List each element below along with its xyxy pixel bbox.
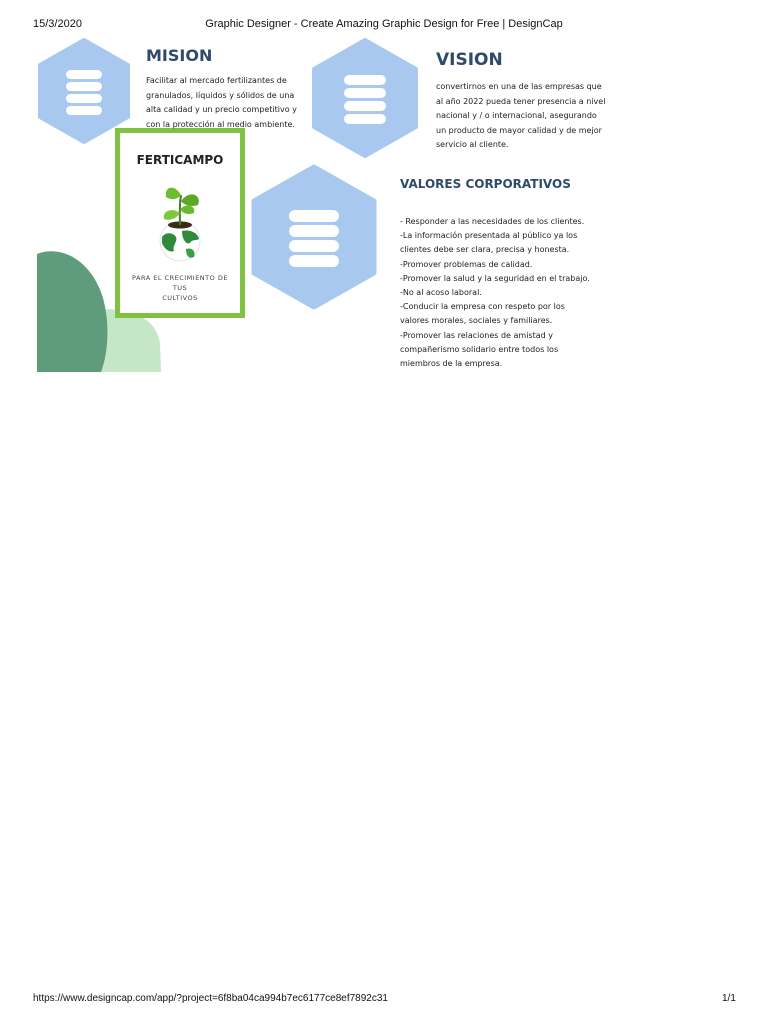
logo-tagline-line-2: CULTIVOS: [162, 294, 198, 302]
mision-line: con la protección al medio ambiente.: [146, 119, 295, 129]
valores-line: compañerismo solidario entre todos los: [400, 344, 559, 354]
valores-title: VALORES CORPORATIVOS: [400, 177, 571, 191]
valores-line: -Promover las relaciones de amistad y: [400, 330, 553, 340]
vision-line: nacional y / o internacional, asegurando: [436, 111, 597, 120]
mision-title: MISION: [146, 46, 213, 65]
logo-name: FERTICAMPO: [136, 153, 224, 167]
vision-title: VISION: [436, 50, 503, 70]
vision-text: [436, 80, 605, 153]
valores-line: -La información presentada al público ya los: [400, 231, 578, 241]
valores-line: - Responder a las necesidades de los clientes.: [400, 217, 585, 226]
mision-line: Facilitar al mercado fertilizantes de: [146, 76, 287, 85]
vision-line: al año 2022 pueda tener presencia a nivel: [436, 96, 606, 106]
mision-line: granulados, líquidos y sólidos de una: [146, 90, 295, 100]
logo-tagline-line-1: PARA EL CRECIMIENTO DE TUS: [132, 274, 228, 292]
ferticampo-logo-card: [115, 128, 245, 318]
valores-line: valores morales, sociales y familiares.: [400, 316, 553, 326]
valores-line: clientes debe ser clara, precisa y honesta.: [400, 245, 570, 255]
footer-url[interactable]: https://www.designcap.com/app/?project=6f8ba04ca994b7ec6177ce8ef7892c31: [33, 993, 388, 1004]
hexagon-vision: [311, 38, 419, 158]
valores-line: -Conducir la empresa con respeto por los: [400, 302, 565, 312]
print-date: 15/3/2020: [33, 18, 82, 30]
mision-text: [146, 74, 297, 132]
valores-text: [400, 215, 590, 371]
page-number: 1/1: [722, 993, 736, 1004]
vision-line: un producto de mayor calidad y de mejor: [436, 125, 602, 135]
valores-line: -Promover problemas de calidad.: [400, 259, 533, 269]
vision-line: convertirnos en una de las empresas que: [436, 82, 602, 91]
logo-tagline: [128, 273, 232, 303]
page-title: Graphic Designer - Create Amazing Graphic Design for Free | DesignCap: [205, 18, 563, 30]
valores-line: miembros de la empresa.: [400, 359, 503, 369]
valores-line: -Promover la salud y la seguridad en el trabajo.: [400, 273, 590, 283]
hexagon-valores: [250, 164, 378, 310]
vision-line: servicio al cliente.: [436, 140, 509, 149]
valores-line: -No al acoso laboral.: [400, 288, 482, 298]
mision-line: alta calidad y un precio competitivo y: [146, 105, 297, 114]
plant-globe-icon: [152, 179, 208, 263]
